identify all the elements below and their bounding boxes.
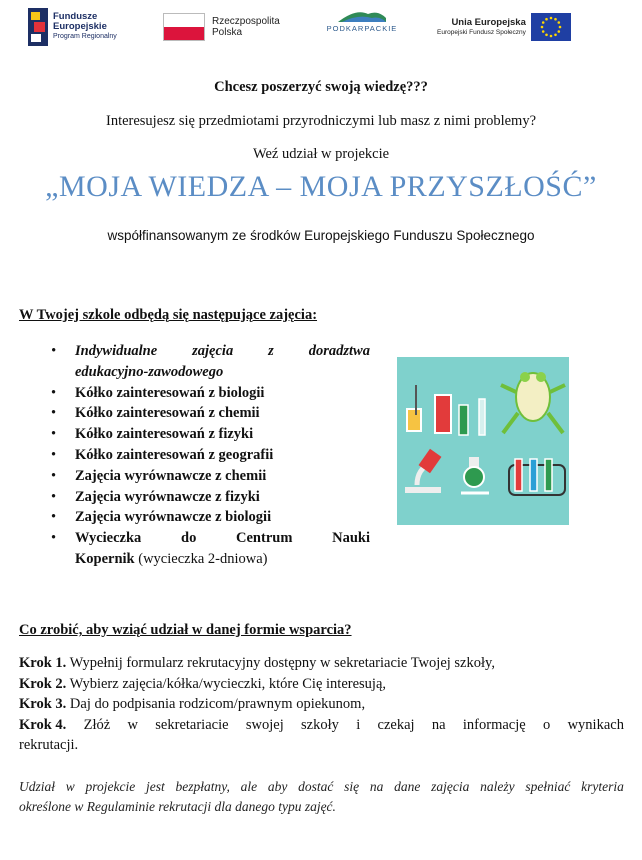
course-8-bold: Kopernik [75, 550, 135, 567]
word: dostać [298, 779, 334, 794]
intro-invite: Weź udział w projekcie [252, 146, 390, 162]
list-item: • Zajęcia wyrównawcze z biologii [48, 507, 370, 528]
list-item [48, 528, 370, 570]
word: na [369, 779, 384, 794]
steps-list [19, 653, 624, 756]
cofinance-note: współfinansowanym ze środków Europejskiego Funduszu Społecznego [107, 228, 535, 243]
participation-note [19, 777, 624, 817]
word: i [356, 716, 361, 733]
rp-text [212, 16, 280, 38]
project-title: „MOJA WIEDZA – MOJA PRZYSZŁOŚĆ” [45, 170, 597, 203]
step-1-text: Wypełnij formularz rekrutacyjny dostępny w sekretariacie Twojej szkoły, [66, 655, 495, 671]
word: • Wycieczka [75, 530, 142, 547]
step-1 [19, 653, 624, 674]
word: • Indywidualne [75, 343, 158, 359]
science-illustration [397, 357, 569, 525]
fundusze-europejskie-logo [28, 6, 117, 48]
list-item: • Kółko zainteresowań z chemii [48, 403, 370, 424]
step-4 [19, 715, 624, 756]
list-item [48, 341, 370, 383]
step-4-line1 [19, 715, 624, 736]
step-3 [19, 694, 624, 715]
step-2-label: Krok 2. [19, 675, 67, 692]
word: doradztwa [308, 343, 370, 359]
word: Nauki [332, 530, 370, 547]
course-8-rest: (wycieczka 2-dniowa) [134, 550, 268, 567]
word: aby [267, 779, 288, 794]
note-line1 [19, 777, 624, 797]
word: o [543, 716, 551, 733]
list-item: • Kółko zainteresowań z geografii [48, 445, 370, 466]
logo-bar [0, 0, 642, 56]
word: sekretariacie [155, 716, 229, 733]
word: do [181, 530, 197, 547]
word: dane [394, 779, 421, 794]
course-8-line1 [75, 528, 370, 549]
fe-text [53, 12, 117, 42]
word: jest [146, 779, 165, 794]
step-4-label: Krok 4. [19, 716, 67, 733]
courses-heading: W Twojej szkole odbędą się następujące zajęcia: [19, 307, 318, 323]
rp-line1: Rzeczpospolita [212, 16, 280, 27]
rp-line2: Polska [212, 27, 243, 38]
podkarpackie-name: PODKARPACKIE [326, 24, 398, 33]
word: informację [462, 716, 526, 733]
course-list [48, 341, 370, 570]
course-0-line2: edukacyjno-zawodowego [75, 363, 224, 380]
word: bezpłatny, [175, 779, 230, 794]
course-8-line2 [75, 549, 370, 570]
step-3-text: Daj do podpisania rodzicom/prawnym opiekunom, [66, 696, 366, 712]
list-item: • Kółko zainteresowań z biologii [48, 383, 370, 404]
word: Centrum [236, 530, 293, 547]
fe-line3: Program Regionalny [53, 33, 117, 40]
word: spełniać [525, 779, 571, 794]
step-3-label: Krok 3. [19, 696, 67, 712]
fe-line1: Fundusze [53, 11, 98, 22]
ue-line1: Unia Europejska [451, 16, 526, 28]
fe-line2: Europejskie [53, 21, 107, 32]
word: z [268, 343, 274, 359]
ue-line2: Europejski Fundusz Społeczny [437, 28, 526, 36]
step-2-text: Wybierz zajęcia/kółka/wycieczki, które Cię interesują, [66, 675, 387, 692]
word: projekcie [85, 779, 136, 794]
word: na [431, 716, 446, 733]
step-2 [19, 674, 624, 695]
word: ale [240, 779, 258, 794]
podkarpackie-mountains-icon [336, 6, 388, 24]
word: zajęcia [192, 343, 234, 359]
word: się [344, 779, 360, 794]
list-item: • Kółko zainteresowań z fizyki [48, 424, 370, 445]
list-item: • Zajęcia wyrównawcze z chemii [48, 466, 370, 487]
polish-flag-icon [163, 13, 205, 41]
word: Złóż [83, 716, 111, 733]
podkarpackie-logo [322, 6, 402, 48]
word: zajęcia [431, 779, 470, 794]
step-1-label: Krok 1. [19, 655, 67, 671]
word: szkoły [301, 716, 339, 733]
word: w [127, 716, 138, 733]
fe-emblem-icon [28, 8, 48, 46]
unia-europejska-logo [437, 6, 571, 48]
word: należy [480, 779, 515, 794]
word: swojej [245, 716, 284, 733]
word: w [65, 779, 75, 794]
eu-flag-icon [531, 13, 571, 41]
word: wynikach [567, 716, 624, 733]
participation-heading: Co zrobić, aby wziąć udział w danej formie wsparcia? [19, 622, 352, 638]
word: kryteria [581, 779, 624, 794]
heading: Chcesz poszerzyć swoją wiedzę??? [214, 79, 428, 95]
rzeczpospolita-polska-logo [163, 6, 280, 48]
list-item: • Zajęcia wyrównawcze z fizyki [48, 487, 370, 508]
ue-text [437, 17, 526, 38]
note-line2: określone w Regulaminie rekrutacji dla danego typu zajęć. [19, 799, 336, 814]
step-4-line2: rekrutacji. [19, 737, 79, 753]
intro-question: Interesujesz się przedmiotami przyrodniczymi lub masz z nimi problemy? [105, 113, 537, 129]
word: czekaj [377, 716, 415, 733]
course-0-line1 [75, 341, 370, 362]
word: Udział [19, 779, 56, 794]
